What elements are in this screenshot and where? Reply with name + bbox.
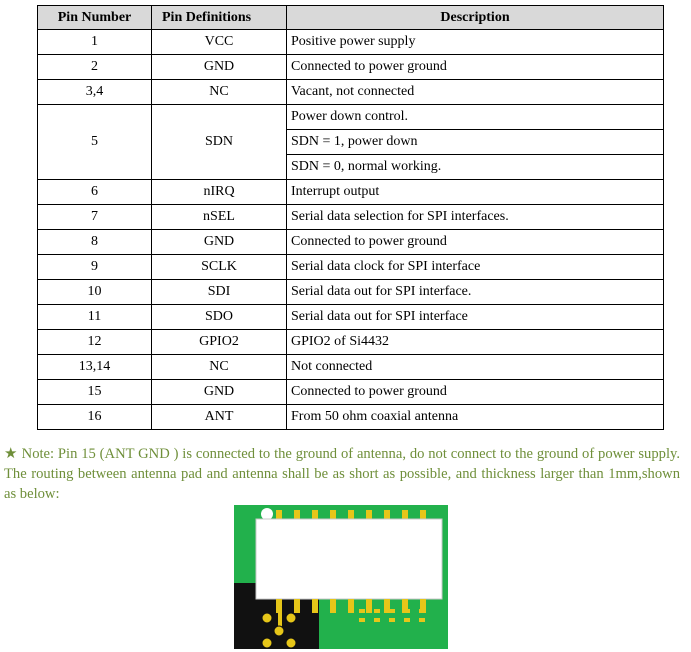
table-body <box>38 30 664 430</box>
table-row <box>38 280 664 305</box>
pin-definition-cell: SDO <box>152 305 287 330</box>
pin-number-cell: 12 <box>38 330 152 355</box>
note-text: Note: Pin 15 (ANT GND ) is connected to the ground of antenna, do not connect to the ground of power supply. The routing between antenna pad and antenna shall be as short as possible, and thickness larger than 1mm,shown as below: <box>4 446 681 502</box>
description-cell: Not connected <box>287 355 664 380</box>
description-cell: GPIO2 of Si4432 <box>287 330 664 355</box>
pin-number-cell: 16 <box>38 405 152 430</box>
table-row <box>38 205 664 230</box>
table-row <box>38 30 664 55</box>
description-cell: Connected to power ground <box>287 230 664 255</box>
pin-definition-cell: SCLK <box>152 255 287 280</box>
header-description: Description <box>287 6 664 30</box>
table-row <box>38 105 664 130</box>
pin-number-cell: 8 <box>38 230 152 255</box>
pcb-module-body <box>256 519 442 599</box>
header-pin-number: Pin Number <box>38 6 152 30</box>
description-cell: From 50 ohm coaxial antenna <box>287 405 664 430</box>
table-row <box>38 355 664 380</box>
pin-definition-cell: nSEL <box>152 205 287 230</box>
pin-definition-cell: NC <box>152 355 287 380</box>
table-row <box>38 55 664 80</box>
pin-definition-cell: NC <box>152 80 287 105</box>
table-row <box>38 330 664 355</box>
pin-number-cell: 1 <box>38 30 152 55</box>
description-cell: Positive power supply <box>287 30 664 55</box>
pcb-antenna-trace <box>278 605 282 627</box>
description-cell: Power down control. <box>287 105 664 130</box>
description-cell: Serial data out for SPI interface. <box>287 280 664 305</box>
pcb-bottom-pads <box>276 599 426 613</box>
description-cell: SDN = 0, normal working. <box>287 155 664 180</box>
pin-number-cell: 13,14 <box>38 355 152 380</box>
pin-number-cell: 5 <box>38 105 152 180</box>
pin-definition-cell: GPIO2 <box>152 330 287 355</box>
description-cell: SDN = 1, power down <box>287 130 664 155</box>
table-row <box>38 405 664 430</box>
pin-definition-cell: GND <box>152 380 287 405</box>
pin-definition-cell: SDI <box>152 280 287 305</box>
star-icon: ★ <box>4 446 18 462</box>
pin-number-cell: 6 <box>38 180 152 205</box>
table-row <box>38 255 664 280</box>
pin-number-cell: 11 <box>38 305 152 330</box>
pin-number-cell: 15 <box>38 380 152 405</box>
pin-number-cell: 9 <box>38 255 152 280</box>
pin-definition-cell: GND <box>152 230 287 255</box>
pcb-mark <box>261 508 273 520</box>
table-row <box>38 230 664 255</box>
pin-number-cell: 2 <box>38 55 152 80</box>
description-cell: Serial data out for SPI interface <box>287 305 664 330</box>
description-cell: Interrupt output <box>287 180 664 205</box>
pin-definition-cell: GND <box>152 55 287 80</box>
pin-number-cell: 7 <box>38 205 152 230</box>
header-pin-definitions: Pin Definitions <box>152 6 287 30</box>
description-cell: Serial data selection for SPI interfaces. <box>287 205 664 230</box>
table-row <box>38 80 664 105</box>
pcb-antenna-routing-figure <box>234 505 448 649</box>
table-header-row <box>38 6 664 30</box>
pin-definition-cell: SDN <box>152 105 287 180</box>
description-cell: Connected to power ground <box>287 380 664 405</box>
note-paragraph <box>4 444 680 504</box>
description-cell: Vacant, not connected <box>287 80 664 105</box>
description-cell: Serial data clock for SPI interface <box>287 255 664 280</box>
table-row <box>38 305 664 330</box>
pin-definition-cell: VCC <box>152 30 287 55</box>
table-row <box>38 380 664 405</box>
description-cell: Connected to power ground <box>287 55 664 80</box>
pin-number-cell: 3,4 <box>38 80 152 105</box>
table-row <box>38 180 664 205</box>
pin-definition-cell: nIRQ <box>152 180 287 205</box>
pin-number-cell: 10 <box>38 280 152 305</box>
pin-definition-cell: ANT <box>152 405 287 430</box>
pin-definition-table <box>37 5 664 430</box>
